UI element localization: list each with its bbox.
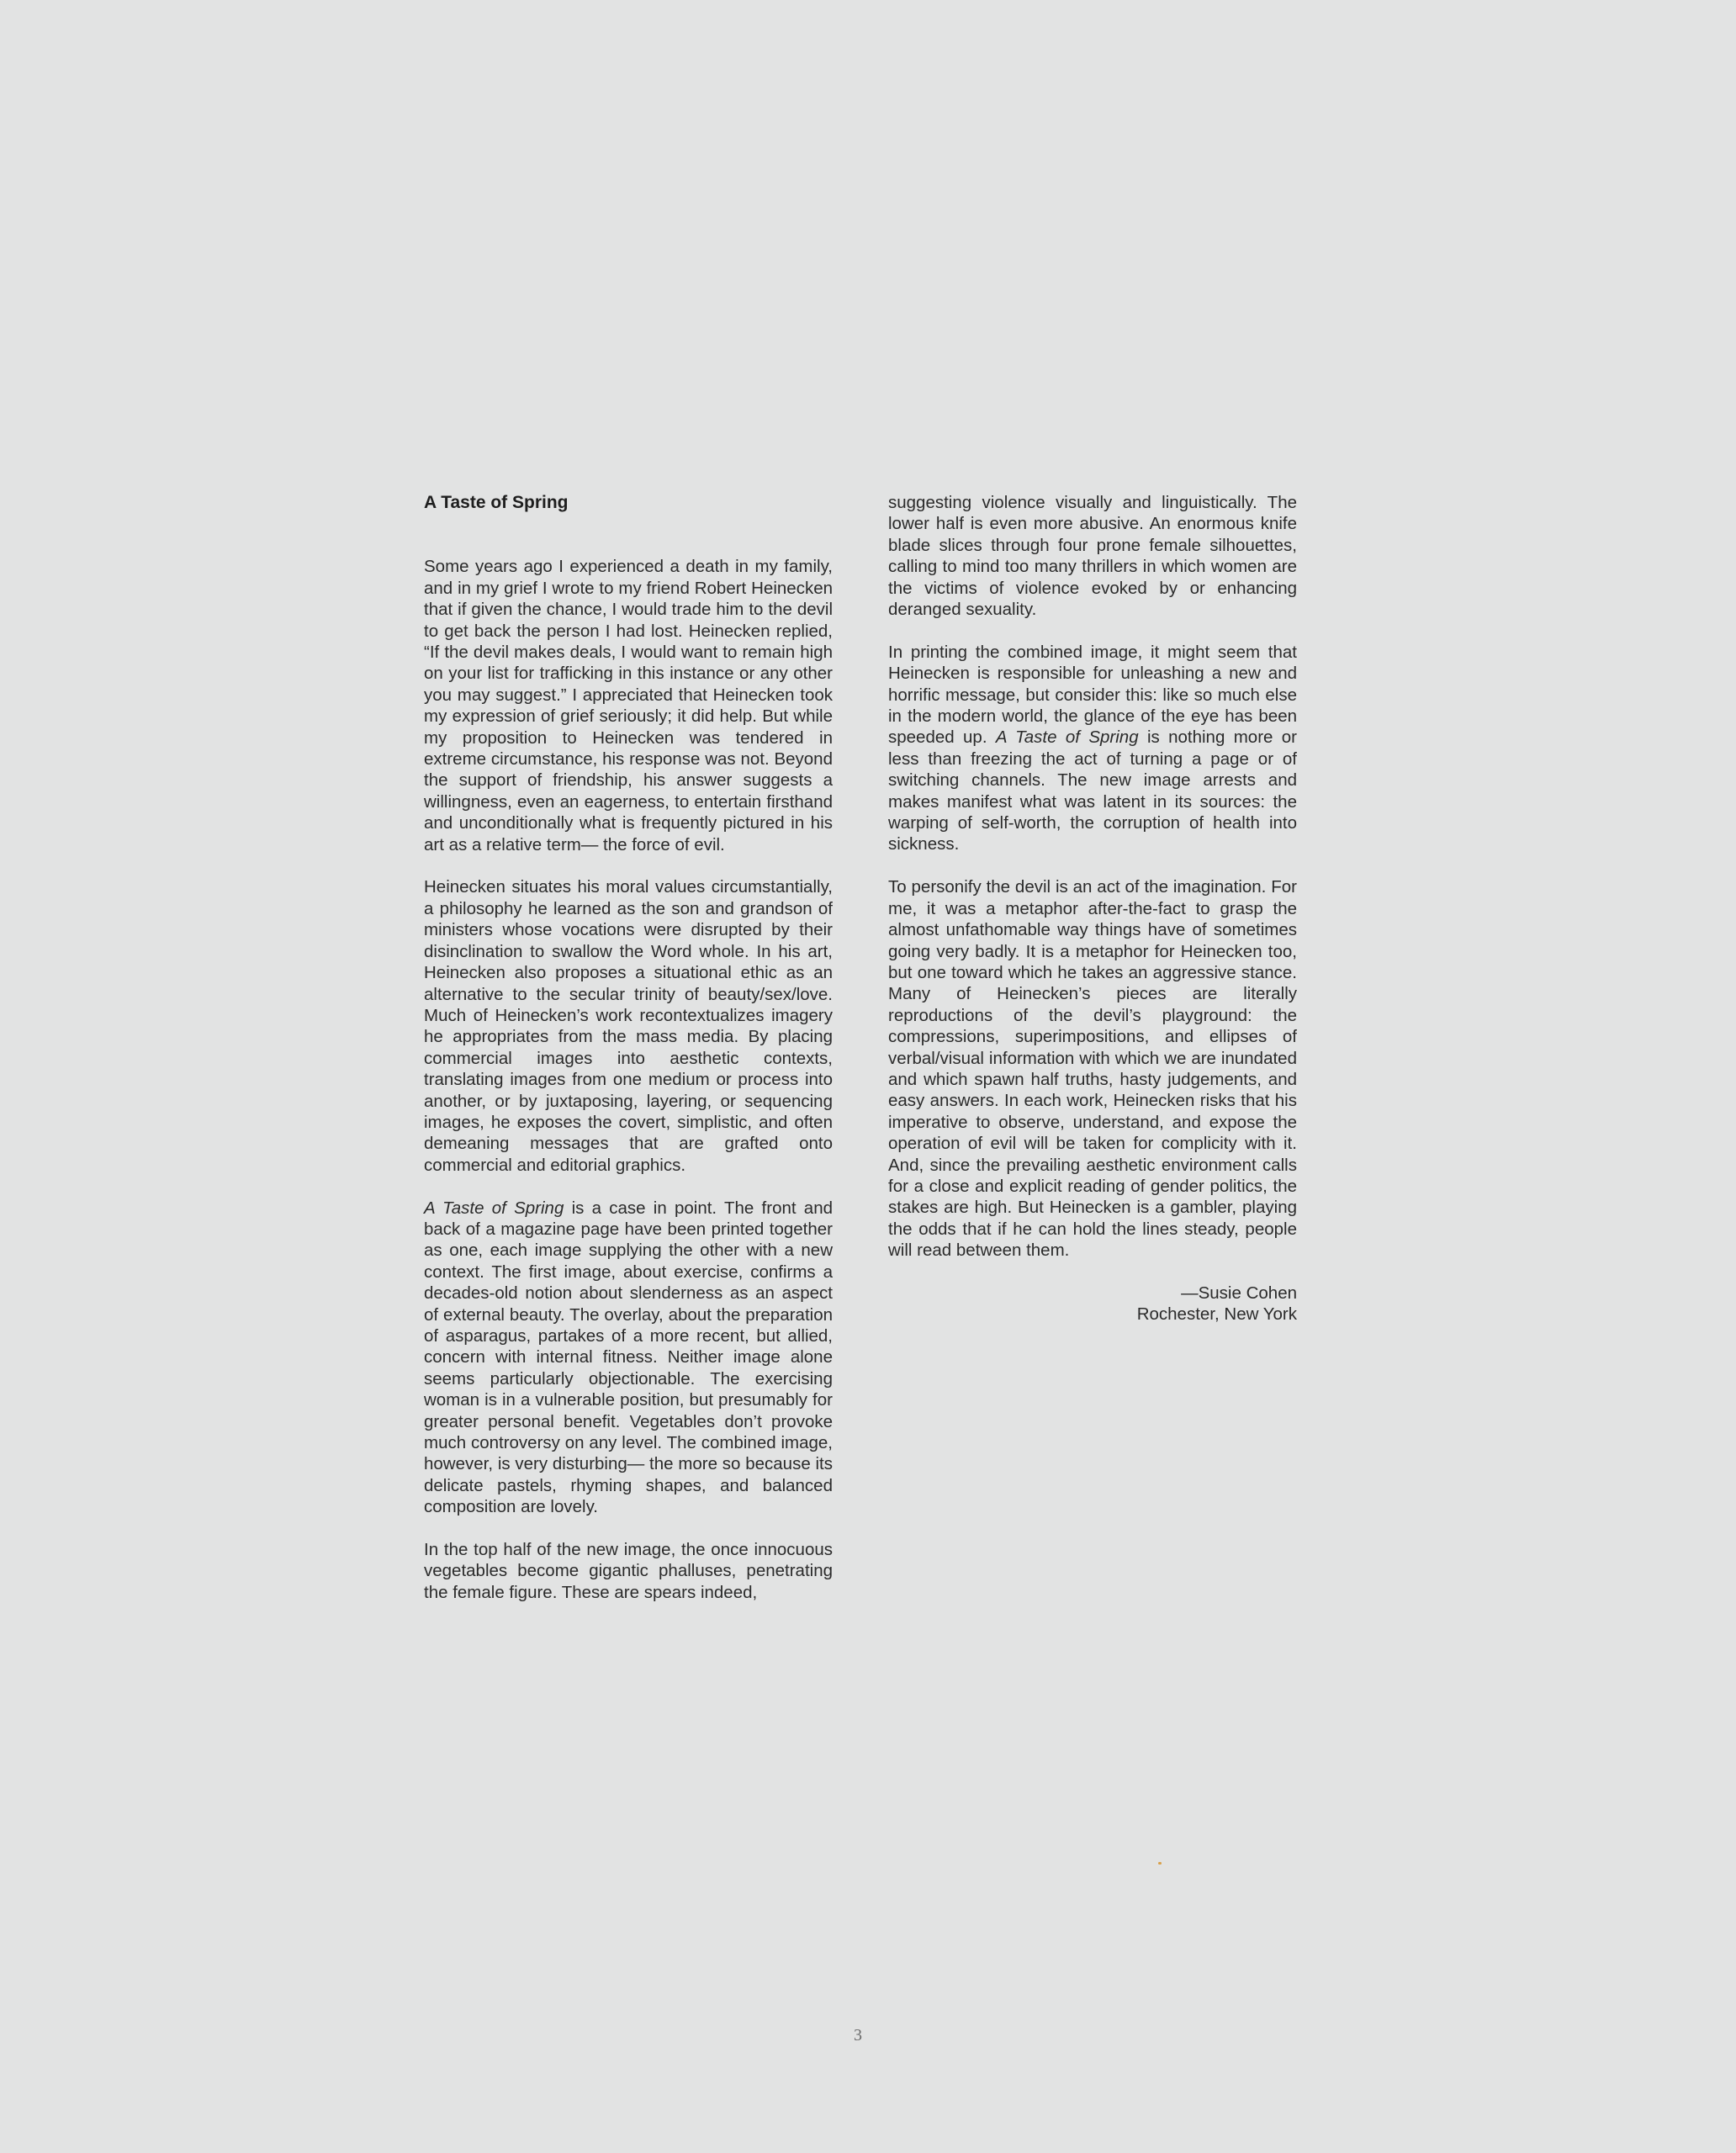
left-paragraph-2: Heinecken situates his moral values circumstantially, a philosophy he learned as the son and grandson of ministers whose vocations were disrupted by their disinclination to swallow the Word whole. In his art, Heinecken also proposes a situational ethic as an alternative to the secular trinity of beauty/sex/love. Much of Heinecken’s work recontextualizes imagery he appropriates from the mass media. By placing commercial images into aesthetic contexts, translating images from one medium or process into another, or by juxtaposing, layering, or sequencing images, he exposes the covert, simplistic, and often demeaning messages that are grafted onto commercial and editorial graphics. bbox=[424, 877, 833, 1175]
right-paragraph-2-end: is nothing more or less than freezing the act of turning a page or of switching channels. The new image arrests and makes manifest what was latent in its sources: the warping of self-worth, the corruption of health into sickness. bbox=[888, 727, 1298, 854]
paper-speck bbox=[1158, 1862, 1162, 1865]
right-column bbox=[888, 492, 1297, 1325]
left-paragraph-3 bbox=[424, 1198, 833, 1518]
left-paragraph-3-text: is a case in point. The front and back of a magazine page have been printed together as one, each image supplying the other with a new context. The first image, about exercise, confirms a decades-old notion about slenderness as an aspect of external beauty. The overlay, about the preparation of asparagus, partakes of a more recent, but allied, concern with internal fitness. Neither image alone seems particularly objectionable. The exercising woman is in a vulnerable position, but presumably for greater personal benefit. Vegetables don’t provoke much controversy on any level. The combined image, however, is very disturbing— the more so because its delicate pastels, rhyming shapes, and balanced composition are lovely. bbox=[424, 1198, 833, 1517]
article-title: A Taste of Spring bbox=[424, 493, 569, 512]
right-paragraph-3: To personify the devil is an act of the imagination. For me, it was a metaphor after-the-fact to grasp the almost unfathomable way things have of sometimes going very badly. It is a metaphor for Heinecken too, but one toward which he takes an aggressive stance. Many of Heinecken’s pieces are literally reproductions of the devil’s playground: the compressions, superimpositions, and ellipses of verbal/visual information with which we are inundated and which spawn half truths, hasty judgements, and easy answers. In each work, Heinecken risks that his imperative to observe, understand, and expose the operation of evil will be taken for complicity with it. And, since the prevailing aesthetic environment calls for a close and explicit reading of gender politics, the stakes are high. But Heinecken is a gambler, playing the odds that if he can hold the lines steady, people will read between them. bbox=[888, 877, 1297, 1261]
artwork-title-italic: A Taste of Spring bbox=[995, 727, 1139, 748]
signature-author: —Susie Cohen bbox=[1181, 1283, 1297, 1303]
page-number: 3 bbox=[854, 2026, 862, 2045]
right-paragraph-1: suggesting violence visually and linguistically. The lower half is even more abusive. An enormous knife blade slices through four prone female silhouettes, calling to mind too many thrillers in which women are the victims of violence evoked by or enhancing deranged sexuality. bbox=[888, 493, 1297, 620]
left-paragraph-1: Some years ago I experienced a death in my family, and in my grief I wrote to my friend Robert Heinecken that if given the chance, I would trade him to the devil to get back the person I had lost. Heinecken replied, “If the devil makes deals, I would want to remain high on your list for trafficking in this instance or any other you may suggest.” I appreciated that Heinecken took my expression of grief seriously; it did help. But while my proposition to Heinecken was tendered in extreme circumstance, his response was not. Beyond the support of friendship, his answer suggests a willingness, even an eagerness, to entertain firsthand and unconditionally what is frequently pictured in his art as a relative term— the force of evil. bbox=[424, 557, 833, 854]
right-paragraph-2-start: In printing the combined image, it might seem that Heinecken is responsible for unleashing a new and horrific message, but consider this: like so much else in the modern world, the glance of the eye has been speeded up. bbox=[888, 642, 1297, 748]
signature-location: Rochester, New York bbox=[1136, 1304, 1297, 1325]
artwork-title-italic: A Taste of Spring bbox=[424, 1198, 564, 1218]
right-paragraph-2 bbox=[888, 642, 1297, 855]
left-paragraph-4: In the top half of the new image, the once innocuous vegetables become gigantic phalluses, penetrating the female figure. These are spears indeed, bbox=[424, 1540, 833, 1602]
left-column bbox=[424, 492, 833, 1625]
